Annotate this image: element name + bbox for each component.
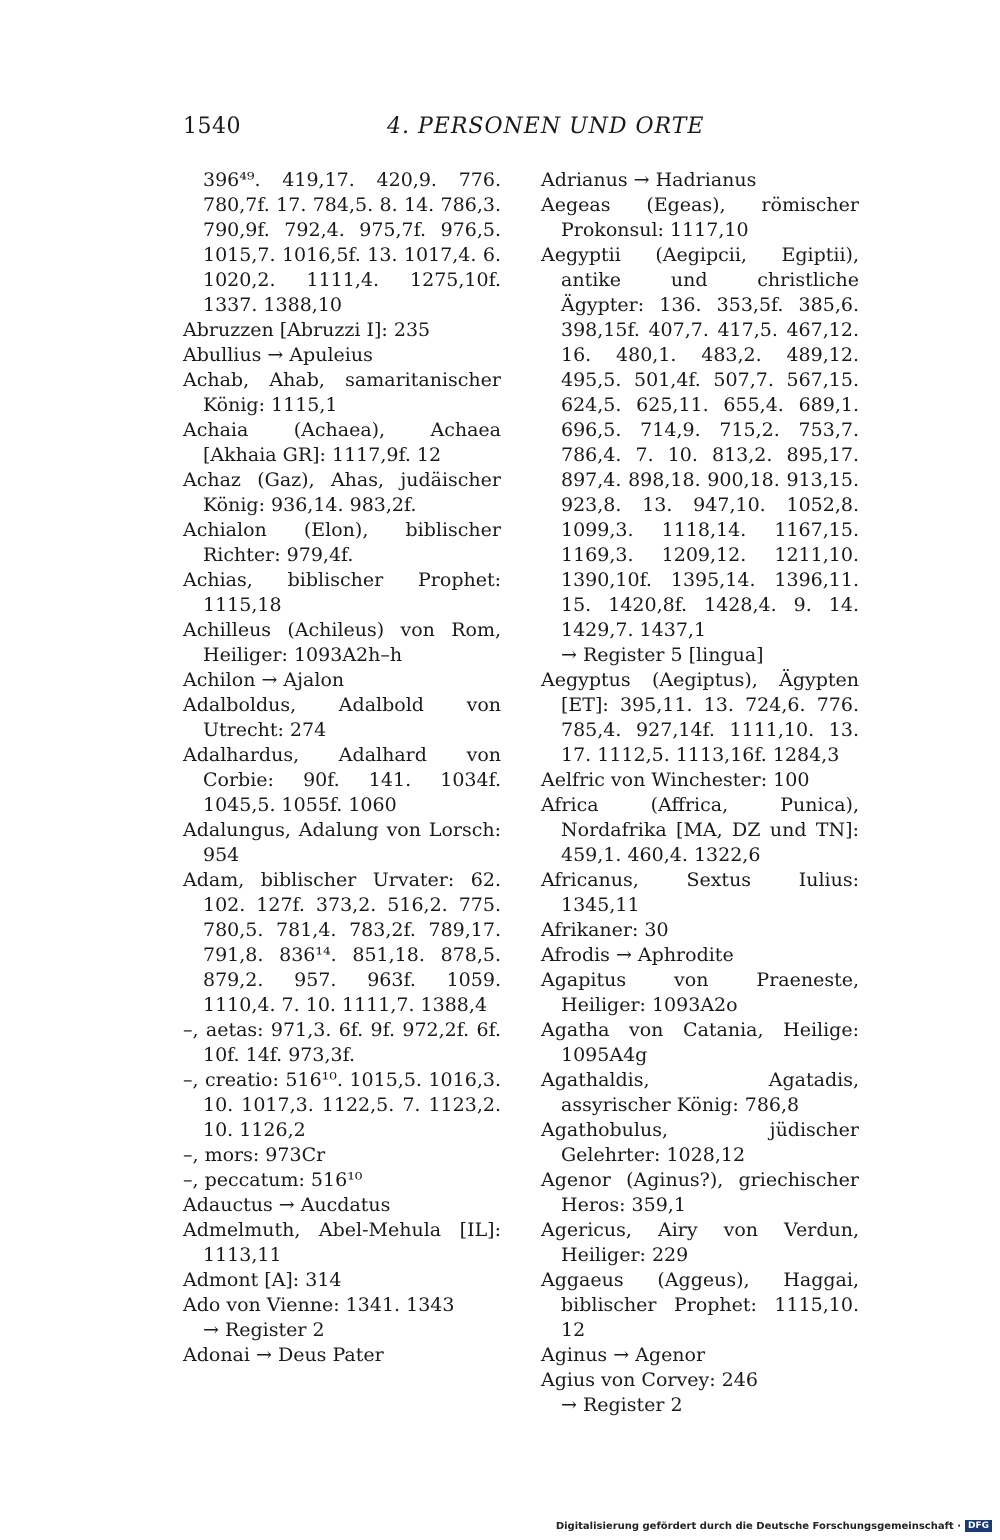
- list-item: Afrodis → Aphrodite: [541, 944, 734, 966]
- list-item: Afrikaner: 30: [541, 919, 669, 941]
- list-item: Africanus, Sextus Iulius: 1345,11: [541, 869, 859, 916]
- list-item: Aegyptus (Aegiptus), Ägypten [ET]: 395,11. 13. 724,6. 776. 785,4. 927,14f. 1111,10. 13. 17. 1112,5. 1113,16f. 1284,3: [541, 669, 859, 766]
- list-item: –, peccatum: 516¹⁰: [183, 1169, 363, 1191]
- list-item: Adrianus → Hadrianus: [541, 169, 757, 191]
- list-item: Achias, biblischer Prophet: 1115,18: [183, 569, 501, 616]
- list-item: Agius von Corvey: 246: [541, 1369, 758, 1391]
- list-item: → Register 5 [lingua]: [561, 644, 764, 666]
- page-number: 1540: [183, 114, 241, 139]
- list-item: Adalboldus, Adalbold von Utrecht: 274: [183, 694, 501, 741]
- list-item: Aelfric von Winchester: 100: [541, 769, 810, 791]
- list-item: Adonai → Deus Pater: [183, 1344, 384, 1366]
- list-item: Achab, Ahab, samaritanischer König: 1115,1: [183, 369, 501, 416]
- list-item: Aegyptii (Aegipcii, Egiptii), antike und christliche Ägypter: 136. 353,5f. 385,6. 398,15f. 407,7. 417,5. 467,12. 16. 480,1. 483,2. 489,12. 495,5. 501,4f. 507,7. 567,15. 624,5. 625,11. 655,4. 689,1. 696,5. 714,9. 715,2. 753,7. 786,4. 7. 10. 813,2. 895,17. 897,4. 898,18. 900,18. 913,15. 923,8. 13. 947,10. 1052,8. 1099,3. 1118,14. 1167,15. 1169,3. 1209,12. 1211,10. 1390,10f. 1395,14. 1396,11. 15. 1420,8f. 1428,4. 9. 14. 1429,7. 1437,1: [541, 244, 859, 641]
- list-item: Agathaldis, Agatadis, assyrischer König: 786,8: [541, 1069, 859, 1116]
- list-item: Agenor (Aginus?), griechischer Heros: 359,1: [541, 1169, 859, 1216]
- list-item: Africa (Affrica, Punica), Nordafrika [MA, DZ und TN]: 459,1. 460,4. 1322,6: [541, 794, 859, 866]
- list-item: → Register 2: [561, 1394, 683, 1416]
- list-item: Agathobulus, jüdischer Gelehrter: 1028,12: [541, 1119, 859, 1166]
- list-item: Adauctus → Aucdatus: [183, 1194, 391, 1216]
- list-item: Aegeas (Egeas), römischer Prokonsul: 1117,10: [541, 194, 859, 241]
- list-item: –, creatio: 516¹⁰. 1015,5. 1016,3. 10. 1017,3. 1122,5. 7. 1123,2. 10. 1126,2: [183, 1069, 501, 1141]
- right-column: [541, 168, 859, 1418]
- list-item: Adam, biblischer Urvater: 62. 102. 127f. 373,2. 516,2. 775. 780,5. 781,4. 783,2f. 789,17. 791,8. 836¹⁴. 851,18. 878,5. 879,2. 957. 963f. 1059. 1110,4. 7. 10. 1111,7. 1388,4: [183, 869, 501, 1016]
- list-item: Achilon → Ajalon: [183, 669, 345, 691]
- list-item: Agatha von Catania, Heilige: 1095A4g: [541, 1019, 859, 1066]
- list-item: Achaz (Gaz), Ahas, judäischer König: 936,14. 983,2f.: [183, 469, 501, 516]
- list-item: Aggaeus (Aggeus), Haggai, biblischer Prophet: 1115,10. 12: [541, 1269, 859, 1341]
- list-item: Achilleus (Achileus) von Rom, Heiliger: 1093A2h–h: [183, 619, 501, 666]
- list-item: Achialon (Elon), biblischer Richter: 979,4f.: [183, 519, 501, 566]
- list-item: 396⁴⁹. 419,17. 420,9. 776. 780,7f. 17. 784,5. 8. 14. 786,3. 790,9f. 792,4. 975,7f. 976,5. 1015,7. 1016,5f. 13. 1017,4. 6. 1020,2. 1111,4. 1275,10f. 1337. 1388,10: [203, 169, 501, 316]
- list-item: Admelmuth, Abel-Mehula [IL]: 1113,11: [183, 1219, 501, 1266]
- list-item: Abullius → Apuleius: [183, 344, 373, 366]
- running-title: 4. PERSONEN UND ORTE: [387, 114, 705, 139]
- list-item: –, mors: 973Cr: [183, 1144, 326, 1166]
- list-item: Adalhardus, Adalhard von Corbie: 90f. 141. 1034f. 1045,5. 1055f. 1060: [183, 744, 501, 816]
- footer: [556, 1520, 992, 1532]
- list-item: –, aetas: 971,3. 6f. 9f. 972,2f. 6f. 10f. 14f. 973,3f.: [183, 1019, 501, 1066]
- list-item: Admont [A]: 314: [183, 1269, 342, 1291]
- list-item: Ado von Vienne: 1341. 1343: [183, 1294, 455, 1316]
- dfg-logo: DFG: [965, 1520, 992, 1532]
- list-item: Adalungus, Adalung von Lorsch: 954: [183, 819, 501, 866]
- list-item: → Register 2: [203, 1319, 325, 1341]
- list-item: Agapitus von Praeneste, Heiliger: 1093A2o: [541, 969, 859, 1016]
- list-item: Achaia (Achaea), Achaea [Akhaia GR]: 1117,9f. 12: [183, 419, 501, 466]
- left-column: [183, 168, 501, 1368]
- footer-text: Digitalisierung gefördert durch die Deutsche Forschungsgemeinschaft ·: [555, 1520, 961, 1532]
- list-item: Aginus → Agenor: [541, 1344, 706, 1366]
- list-item: Abruzzen [Abruzzi I]: 235: [183, 319, 431, 341]
- list-item: Agericus, Airy von Verdun, Heiliger: 229: [541, 1219, 859, 1266]
